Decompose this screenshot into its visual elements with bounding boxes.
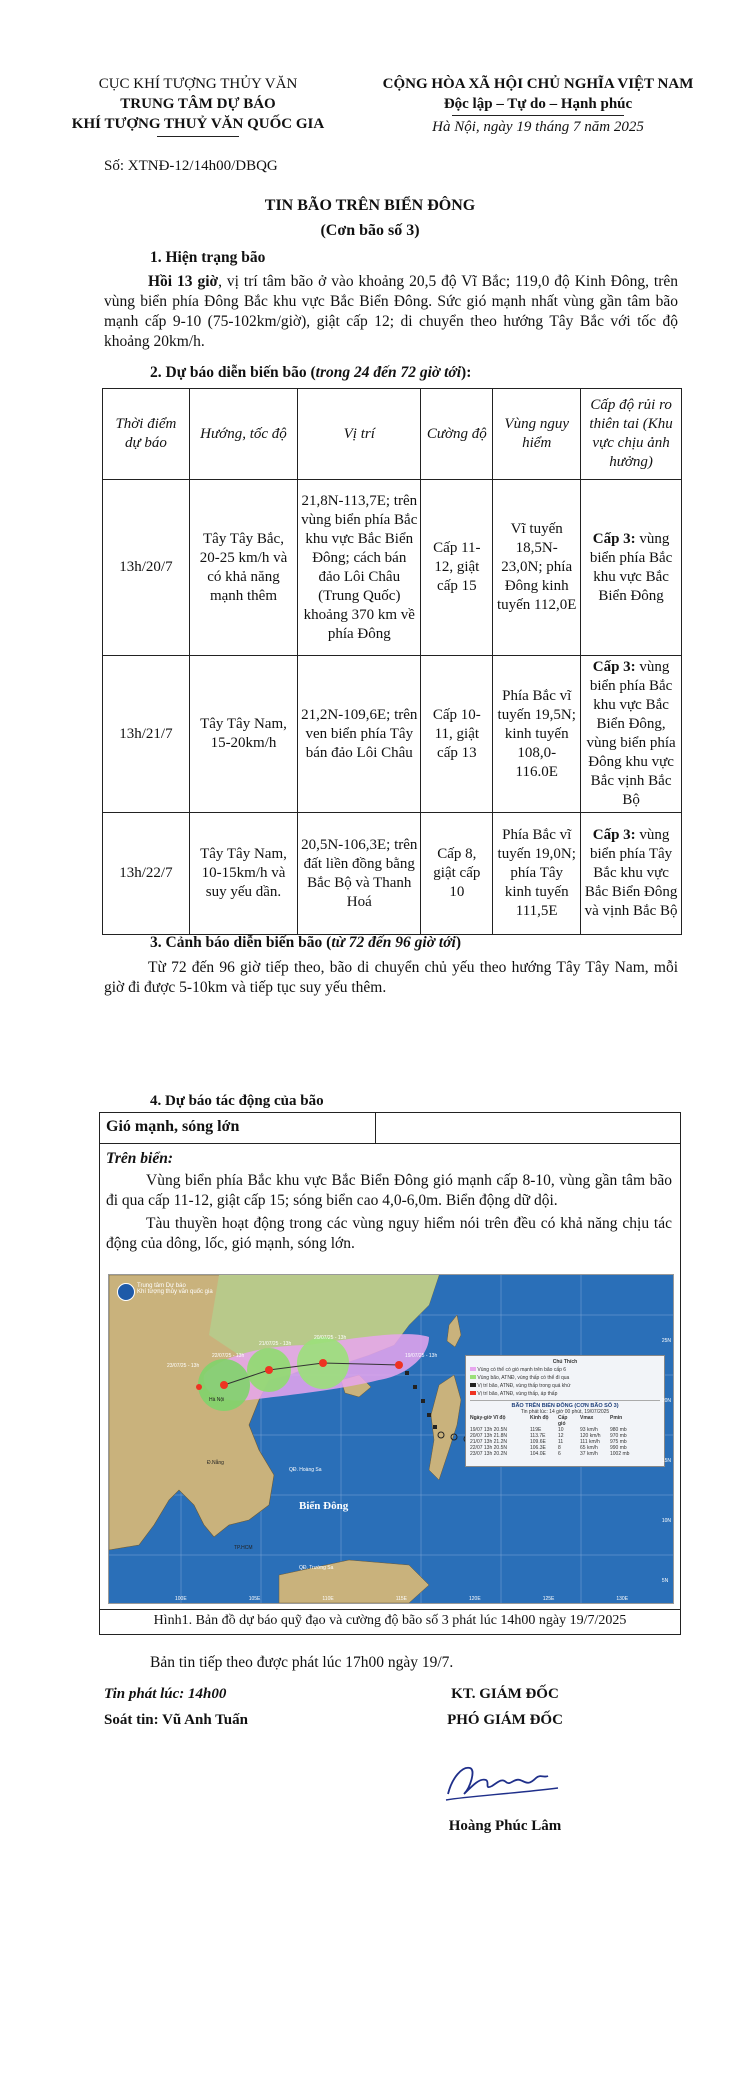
lat-label: 10N — [661, 1518, 671, 1524]
legend-table-header — [470, 1415, 660, 1427]
lon-label: 120E — [469, 1596, 481, 1602]
impact-paragraph-1: Vùng biển phía Bắc khu vực Bắc Biển Đông gió mạnh cấp 8-10, vùng gần tâm bão đi qua cấp 11-12, giật cấp 15; sóng biển cao 4,0-6,0m. Biển động dữ dội. — [106, 1172, 672, 1209]
col-time: Thời điểm dự báo — [103, 389, 190, 480]
impact-box-title: Gió mạnh, sóng lớn — [106, 1118, 240, 1135]
cell-danger-zone: Phía Bắc vĩ tuyến 19,0N; phía Tây kinh tuyến 111,5E — [493, 813, 581, 935]
map-legend — [465, 1355, 665, 1467]
cell-risk-level — [581, 656, 682, 813]
title-divider — [375, 1113, 376, 1143]
cell-intensity: Cấp 10-11, giật cấp 13 — [421, 656, 493, 813]
storm-track-map — [108, 1274, 674, 1604]
legend-td: 109.6E — [530, 1439, 546, 1445]
legend-table-title: BÃO TRÊN BIỂN ĐÔNG (CƠN BÃO SỐ 3) — [511, 1403, 619, 1409]
legend-td: 37 km/h — [580, 1451, 598, 1457]
document-number: Số: XTNĐ-12/14h00/DBQG — [104, 158, 278, 174]
legend-item-text: Vùng bão, ATNĐ, vùng thấp có thể đi qua — [477, 1375, 570, 1381]
legend-th: Cấp gió — [558, 1415, 568, 1427]
section3-heading — [150, 934, 461, 952]
legend-swatch — [470, 1383, 476, 1387]
col-intensity: Cường độ — [421, 389, 493, 480]
motto-underline — [452, 115, 624, 116]
agency-line2: TRUNG TÂM DỰ BÁO — [120, 96, 276, 112]
risk-level-bold: Cấp 3: — [592, 530, 636, 547]
label-ha-noi: Hà Nội — [209, 1397, 225, 1403]
legend-th: Kinh độ — [530, 1415, 549, 1421]
section2-heading-end: ): — [461, 364, 472, 381]
label-da-nang: Đ.Nẵng — [207, 1460, 224, 1466]
legend-td: 8 — [558, 1445, 561, 1451]
legend-th: Pmin — [610, 1415, 623, 1421]
legend-td: 12 — [558, 1433, 564, 1439]
cell-time: 13h/22/7 — [103, 813, 190, 935]
lat-label: 25N — [661, 1338, 671, 1344]
track-label-1: 19/07/25 - 13h — [405, 1353, 438, 1359]
risk-level-bold: Cấp 3: — [592, 659, 636, 675]
nation-line1: CỘNG HÒA XÃ HỘI CHỦ NGHĨA VIỆT NAM — [382, 76, 694, 92]
risk-level-text: vùng biển phía Bắc khu vực Bắc Biển Đông — [589, 530, 673, 604]
lon-label: 130E — [616, 1596, 629, 1602]
cell-risk-level — [581, 813, 682, 935]
next-bulletin-note: Bản tin tiếp theo được phát lúc 17h00 ngày 19/7. — [150, 1654, 454, 1671]
caption-divider — [100, 1609, 680, 1610]
cell-danger-zone: Phía Bắc vĩ tuyến 19,5N; kinh tuyến 108,0-116.0E — [493, 656, 581, 813]
nation-motto: Độc lập – Tự do – Hạnh phúc — [443, 96, 633, 112]
legend-td: 65 km/h — [580, 1445, 598, 1451]
track-label-5: 23/07/25 - 13h — [167, 1363, 200, 1369]
section4-heading: 4. Dự báo tác động của bão — [150, 1093, 324, 1109]
cell-direction: Tây Tây Nam, 10-15km/h và suy yếu dần. — [189, 813, 297, 935]
section3-heading-end: ) — [455, 934, 462, 951]
impact-paragraph-2: Tàu thuyền hoạt động trong các vùng nguy hiểm nói trên đều có khả năng chịu tác động của dông, lốc, gió mạnh, sóng lớn. — [106, 1215, 672, 1252]
legend-swatch — [470, 1367, 476, 1371]
col-danger-zone: Vùng nguy hiểm — [493, 389, 581, 480]
nation-block — [360, 74, 716, 137]
legend-title: Chú Thích — [552, 1359, 578, 1365]
section3-paragraph: Từ 72 đến 96 giờ tiếp theo, bão di chuyển chủ yếu theo hướng Tây Tây Nam, mỗi giờ đi được 5-10km và tiếp tục suy yếu thêm. — [104, 959, 678, 996]
table-row — [103, 656, 682, 813]
track-label-4: 22/07/25 - 13h — [212, 1353, 245, 1359]
label-truong-sa: QĐ. Trường Sa — [299, 1565, 334, 1571]
signer-title-1: KT. GIÁM ĐỐC — [451, 1686, 559, 1702]
agency-line1: CỤC KHÍ TƯỢNG THỦY VĂN — [98, 76, 298, 92]
legend-item-text: Vị trí bão, ATNĐ, vùng thấp, áp thấp — [477, 1391, 558, 1397]
table-row — [103, 813, 682, 935]
cell-intensity: Cấp 8, giật cấp 10 — [421, 813, 493, 935]
risk-level-text: vùng biển phía Tây Bắc khu vực Bắc Biển Đông và vịnh Bắc Bộ — [584, 827, 678, 919]
section2-heading — [150, 364, 471, 382]
legend-swatch — [470, 1391, 476, 1395]
signature — [440, 1748, 570, 1808]
bulletin-subtitle: (Cơn bão số 3) — [320, 222, 420, 239]
legend-td: 975 mb — [610, 1439, 627, 1445]
col-risk-level: Cấp độ rủi ro thiên tai (Khu vực chịu ảnh hưởng) — [581, 389, 682, 480]
legend-td: 23/07 13h 20.2N — [470, 1451, 507, 1457]
legend-table-row — [470, 1451, 660, 1457]
legend-td: 119E — [530, 1427, 542, 1433]
col-position: Vị trí — [298, 389, 421, 480]
col-direction: Hướng, tốc độ — [189, 389, 297, 480]
legend-item-text: Vùng có thể có gió mạnh trên bão cấp 6 — [477, 1367, 567, 1373]
legend-td: 6 — [558, 1451, 561, 1457]
signer-name: Hoàng Phúc Lâm — [448, 1818, 562, 1834]
issue-date: Hà Nội, ngày 19 tháng 7 năm 2025 — [432, 119, 644, 135]
legend-td: 1002 mb — [610, 1451, 630, 1457]
legend-td: 22/07 13h 20.5N — [470, 1445, 507, 1451]
legend-item — [470, 1375, 660, 1381]
table-row — [103, 480, 682, 656]
taiwan-island — [447, 1315, 461, 1347]
section3-heading-italic: từ 72 đến 96 giờ tới — [331, 934, 456, 951]
lon-labels — [175, 1596, 628, 1602]
legend-td: 990 mb — [610, 1445, 627, 1451]
legend-td: 11 — [558, 1439, 564, 1445]
signature-graphic — [440, 1748, 570, 1808]
agency-block — [58, 74, 338, 137]
sea-label-text: Trên biển — [106, 1150, 168, 1167]
lon-label: 125E — [542, 1596, 555, 1602]
legend-td: 111 km/h — [580, 1439, 600, 1445]
lat-labels — [662, 1311, 671, 1604]
legend-table-sub: Tin phát lúc: 14 giờ 00 phút, 19/07/2025 — [520, 1409, 610, 1415]
signer-title-2: PHÓ GIÁM ĐỐC — [447, 1712, 563, 1728]
section1-lead: Hồi 13 giờ — [148, 273, 219, 290]
cell-position: 21,8N-113,7E; trên vùng biển phía Bắc khu vực Bắc Biển Đông; cách bán đảo Lôi Châu (Trung Quốc) khoảng 370 km về phía Đông — [298, 480, 421, 656]
legend-item — [470, 1367, 660, 1373]
map-agency-name: Trung tâm Dự báo — [137, 1283, 186, 1289]
cell-position: 20,5N-106,3E; trên đất liền đồng bằng Bắc Bộ và Thanh Hoá — [298, 813, 421, 935]
storm-current-position — [395, 1361, 403, 1369]
lon-label: 100E — [175, 1596, 187, 1602]
legend-item-text: Vị trí bão, ATNĐ, vùng thấp trong quá khứ — [477, 1383, 571, 1389]
label-bien-dong: Biển Đông — [299, 1500, 349, 1512]
bulletin-title: TIN BÃO TRÊN BIỂN ĐÔNG — [264, 197, 476, 214]
cell-position: 21,2N-109,6E; trên ven biển phía Tây bán đảo Lôi Châu — [298, 656, 421, 813]
section3-heading-text: 3. Cảnh báo diễn biến bão ( — [150, 934, 332, 951]
track-label-3: 21/07/25 - 13h — [259, 1341, 292, 1347]
lat-label: 20N — [661, 1398, 671, 1404]
legend-td: 19/07 13h 20.5N — [470, 1427, 507, 1433]
legend-table — [470, 1400, 660, 1457]
impact-box — [99, 1112, 681, 1635]
legend-td: 980 mb — [610, 1427, 627, 1433]
legend-swatch — [470, 1375, 476, 1379]
agency-underline — [157, 136, 239, 137]
agency-line3: KHÍ TƯỢNG THUỶ VĂN QUỐC GIA — [71, 116, 325, 132]
map-caption: Hình1. Bản đồ dự báo quỹ đạo và cường độ bão số 3 phát lúc 14h00 ngày 19/7/2025 — [153, 1613, 627, 1628]
lon-label: 110E — [322, 1596, 334, 1602]
legend-th: Vmax — [580, 1415, 594, 1421]
label-hoang-sa: QĐ. Hoàng Sa — [289, 1467, 322, 1473]
cell-time: 13h/21/7 — [103, 656, 190, 813]
legend-td: 106.3E — [530, 1445, 546, 1451]
cell-time: 13h/20/7 — [103, 480, 190, 656]
cell-risk-level — [581, 480, 682, 656]
legend-item — [470, 1383, 660, 1389]
legend-td: 120 km/h — [580, 1433, 601, 1439]
track-label-2: 20/07/25 - 13h — [314, 1335, 347, 1341]
cell-danger-zone: Vĩ tuyến 18,5N-23,0N; phía Đông kinh tuyến 112,0E — [493, 480, 581, 656]
checked-by: Soát tin: Vũ Anh Tuấn — [104, 1712, 248, 1728]
lat-label: 5N — [661, 1578, 669, 1584]
legend-td: 104.0E — [530, 1451, 546, 1457]
cell-direction: Tây Tây Nam, 15-20km/h — [189, 656, 297, 813]
legend-td: 93 km/h — [580, 1427, 598, 1433]
lat-label: 15N — [661, 1458, 671, 1464]
map-agency-sub: Khí tượng thủy văn quốc gia — [137, 1289, 213, 1295]
legend-td: 20/07 13h 21.8N — [470, 1433, 507, 1439]
sea-label: Trên biển: — [106, 1150, 174, 1167]
section2-heading-text: 2. Dự báo diễn biến bão ( — [150, 364, 316, 381]
issued-time: Tin phát lúc: 14h00 — [104, 1686, 227, 1702]
label-tp-hcm: TP.HCM — [234, 1545, 253, 1551]
risk-level-text: vùng biển phía Bắc khu vực Bắc Biển Đông, vùng biển phía Đông khu vực Bắc vịnh Bắc Bộ — [586, 659, 676, 808]
section1-paragraph — [104, 272, 678, 352]
map-agency — [137, 1283, 213, 1295]
impact-box-title-row — [100, 1113, 680, 1144]
legend-th: Ngày-giờ Vĩ độ — [470, 1415, 506, 1421]
cell-intensity: Cấp 11-12, giật cấp 15 — [421, 480, 493, 656]
forecast-table — [102, 388, 682, 935]
section2-heading-italic: trong 24 đến 72 giờ tới — [315, 364, 462, 381]
lon-label: 105E — [248, 1596, 261, 1602]
legend-td: 21/07 13h 21.2N — [470, 1439, 507, 1445]
forecast-table-header — [103, 389, 682, 480]
section1-heading: 1. Hiện trạng bão — [150, 249, 266, 266]
legend-td: 113.7E — [530, 1433, 546, 1439]
legend-td: 10 — [558, 1427, 564, 1433]
lon-label: 115E — [395, 1596, 407, 1602]
agency-logo — [117, 1283, 135, 1301]
section1-text: , vị trí tâm bão ở vào khoảng 20,5 độ Vĩ Bắc; 119,0 độ Kinh Đông, trên vùng biển phía Đông Bắc khu vực Bắc Biển Đông. Sức gió mạnh nhất vùng gần tâm bão mạnh cấp 9-10 (75-102km/giờ), giật cấp 12; di chuyển theo hướng Tây Bắc với tốc độ khoảng 20km/h. — [104, 273, 678, 350]
legend-td: 970 mb — [610, 1433, 627, 1439]
cell-direction: Tây Tây Bắc, 20-25 km/h và có khả năng mạnh thêm — [189, 480, 297, 656]
legend-item — [470, 1391, 660, 1397]
risk-level-bold: Cấp 3: — [592, 827, 636, 843]
